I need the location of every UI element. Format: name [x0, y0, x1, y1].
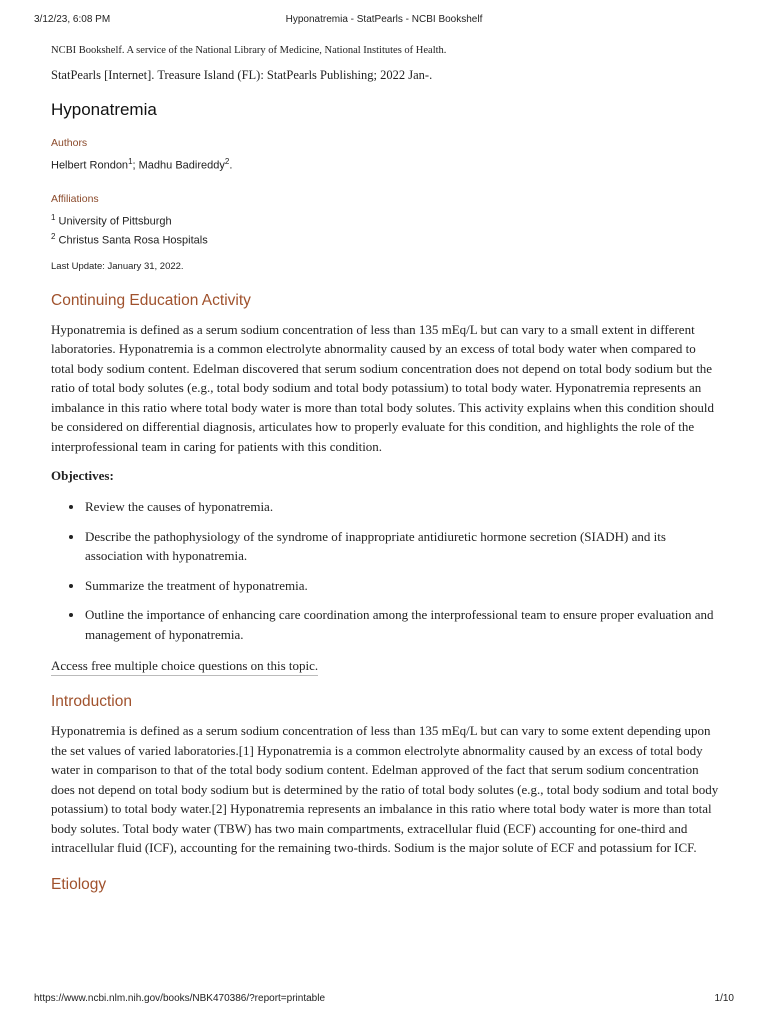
- bullet-icon: [69, 535, 73, 539]
- print-page-title: Hyponatremia - StatPearls - NCBI Bookshelf: [285, 14, 483, 25]
- bullet-icon: [69, 584, 73, 588]
- author-sup: 2: [224, 157, 230, 166]
- author-separator: ;: [132, 159, 139, 172]
- affiliation-item: [51, 229, 721, 249]
- objective-text: Summarize the treatment of hyponatremia.: [85, 577, 308, 593]
- list-item: [69, 497, 721, 517]
- book-citation: StatPearls [Internet]. Treasure Island (FL): StatPearls Publishing; 2022 Jan-.: [51, 68, 433, 82]
- print-datetime: 3/12/23, 6:08 PM: [34, 14, 111, 25]
- print-url: https://www.ncbi.nlm.nih.gov/books/NBK470386/?report=printable: [34, 993, 326, 1004]
- bullet-icon: [69, 505, 73, 509]
- section-heading-introduction: Introduction: [51, 693, 132, 711]
- affiliation-name: University of Pittsburgh: [58, 215, 172, 228]
- print-page-number: 1/10: [714, 993, 734, 1004]
- objectives-list: [51, 497, 721, 644]
- author-name: Helbert Rondon: [51, 159, 129, 172]
- author-end: .: [229, 159, 233, 172]
- authors-label: Authors: [51, 137, 88, 149]
- author-name: Madhu Badireddy: [138, 159, 225, 172]
- access-questions-link[interactable]: Access free multiple choice questions on this topic.: [51, 657, 318, 676]
- page-title: Hyponatremia: [51, 100, 157, 119]
- list-item: [69, 605, 721, 644]
- last-update: Last Update: January 31, 2022.: [51, 260, 184, 272]
- bullet-icon: [69, 613, 73, 617]
- affiliation-sup: 2: [51, 232, 56, 242]
- affiliations-label: Affiliations: [51, 192, 99, 205]
- objective-text: Describe the pathophysiology of the syndrome of inappropriate antidiuretic hormone secretion (SIADH) and its association with hyponatremia.: [85, 528, 666, 564]
- bookshelf-notice: NCBI Bookshelf. A service of the National Library of Medicine, National Institutes of Health.: [51, 45, 447, 56]
- section-heading-continuing-education: Continuing Education Activity: [51, 291, 251, 309]
- objectives-label: Objectives:: [51, 468, 114, 484]
- introduction-paragraph: Hyponatremia is defined as a serum sodium concentration of less than 135 mEq/L but can vary to some extent depending upon the set values of varied laboratories.[1] Hyponatremia is a common electrolyte abnormality caused by an excess of total body water in comparison to that of the total body sodium content. Edelman approved of the fact that serum sodium concentration does not depend on total body sodium but is determined by the ratio of total body solutes (e.g., total body sodium and total body potassium) to total body water.[2] Hyponatremia represents an imbalance in this ratio where total body water is more than total body solutes. Total body water (TBW) has two main compartments, extracellular fluid (ECF) accounting for one-third and intracellular fluid (ICF), accounting for the remaining two-thirds. Sodium is the major solute of ECF and potassium for ICF.: [51, 723, 719, 856]
- continuing-education-paragraph: Hyponatremia is defined as a serum sodium concentration of less than 135 mEq/L but can vary to a small extent in different laboratories. Hyponatremia is a common electrolyte abnormality caused by an excess of total body water when compared to total body sodium content. Edelman discovered that serum sodium concentration does not depend on total body sodium but the ratio of total body solutes (e.g., total body sodium and total body potassium) to total body water. Hyponatremia represents an imbalance in this ratio where total body water is more than total body solutes. This activity explains when this condition should be considered on differential diagnosis, articulates how to properly evaluate for this condition, and highlights the role of the interprofessional team in caring for patients with this condition.: [51, 321, 714, 454]
- affiliation-sup: 1: [51, 212, 56, 222]
- list-item: [69, 576, 721, 596]
- section-heading-etiology: Etiology: [51, 875, 107, 893]
- author-list: [51, 154, 721, 174]
- list-item: [69, 527, 721, 566]
- objective-text: Review the causes of hyponatremia.: [85, 499, 274, 515]
- author-sup: 1: [128, 157, 133, 166]
- document-content: [51, 44, 721, 895]
- affiliation-item: [51, 210, 721, 230]
- objective-text: Outline the importance of enhancing care coordination among the interprofessional team to ensure proper evaluation and management of hyponatremia.: [85, 607, 714, 642]
- affiliation-name: Christus Santa Rosa Hospitals: [58, 234, 208, 247]
